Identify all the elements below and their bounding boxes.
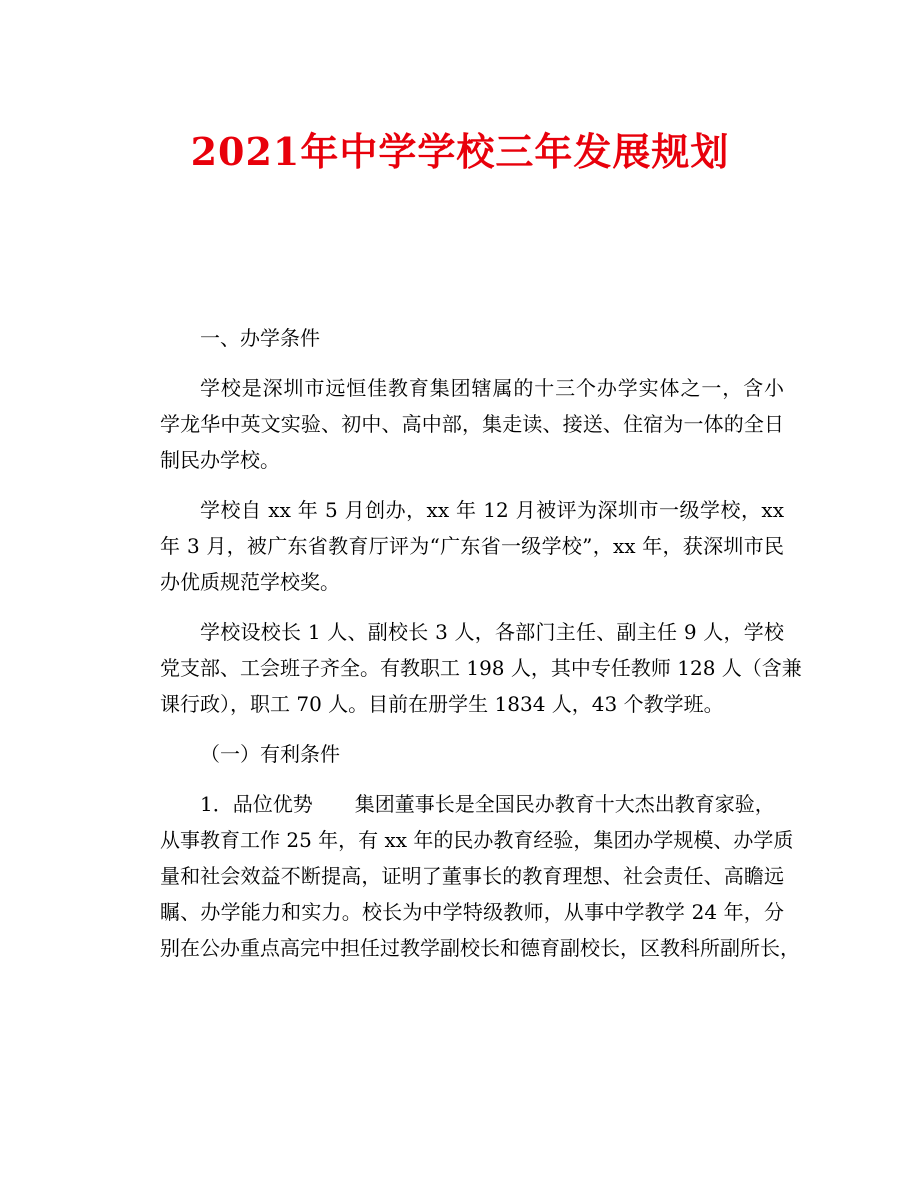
paragraph-line: 学校自 xx 年 5 月创办，xx 年 12 月被评为深圳市一级学校，xx	[200, 498, 784, 522]
paragraph-line: 别在公办重点高完中担任过教学副校长和德育副校长，区教科所副所长，	[160, 936, 800, 960]
paragraph-line	[160, 786, 784, 822]
section-subheading: （一）有利条件	[200, 742, 340, 766]
document-title: 2021年中学学校三年发展规划	[190, 129, 730, 174]
paragraph-line: 学校设校长 1 人、副校长 3 人，各部门主任、副主任 9 人，学校	[200, 620, 784, 644]
paragraph-line: 制民办学校。	[160, 448, 280, 472]
paragraph-line: 瞩、办学能力和实力。校长为中学特级教师，从事中学教学 24 年，分	[160, 900, 784, 924]
section-heading: 一、办学条件	[200, 326, 320, 350]
paragraph-line: 从事教育工作 25 年，有 xx 年的民办教育经验，集团办学规模、办学质	[160, 828, 794, 852]
subsection-label: 1．品位优势	[200, 792, 313, 816]
paragraph-line: 党支部、工会班子齐全。有教职工 198 人，其中专任教师 128 人（含兼	[160, 656, 802, 680]
paragraph-line: 办优质规范学校奖。	[160, 570, 340, 594]
paragraph-line: 年 3 月，被广东省教育厅评为“广东省一级学校”，xx 年，获深圳市民	[160, 534, 784, 558]
paragraph-line: 课行政），职工 70 人。目前在册学生 1834 人，43 个教学班。	[160, 692, 724, 716]
paragraph-line: 学校是深圳市远恒佳教育集团辖属的十三个办学实体之一，含小	[200, 376, 784, 400]
paragraph-text: 集团董事长是全国民办教育十大杰出教育家验，	[354, 792, 775, 816]
paragraph-line: 学龙华中英文实验、初中、高中部，集走读、接送、住宿为一体的全日	[160, 412, 784, 436]
paragraph-line: 量和社会效益不断提高，证明了董事长的教育理想、社会责任、高瞻远	[160, 864, 784, 888]
document-body	[160, 320, 802, 966]
